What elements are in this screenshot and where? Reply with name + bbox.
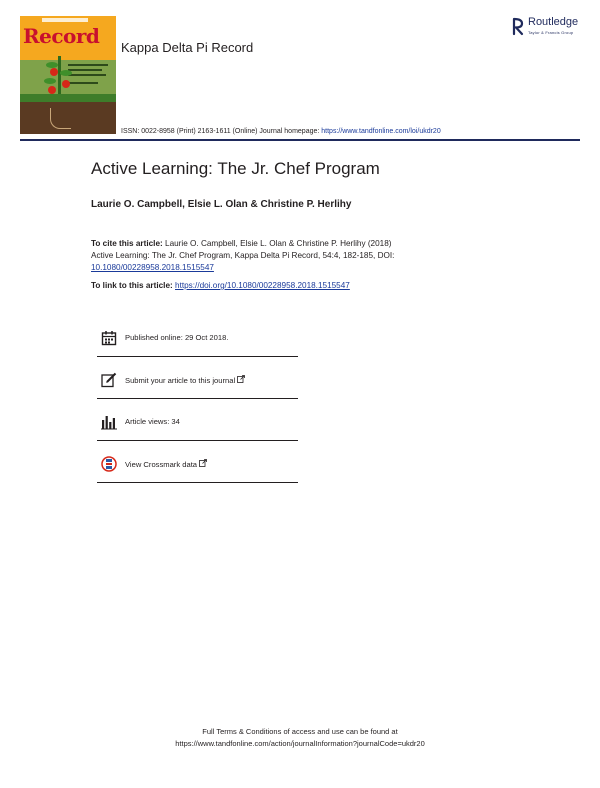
article-title: Active Learning: The Jr. Chef Program: [91, 159, 380, 178]
footer-terms: Full Terms & Conditions of access and use can be found at: [202, 727, 398, 736]
cover-leaf: [46, 62, 58, 68]
crossmark-label: [125, 459, 207, 469]
routledge-logo-icon: [512, 17, 524, 36]
issn-text: ISSN: 0022-8958 (Print) 2163-1611 (Online) Journal homepage:: [121, 128, 322, 135]
cover-tomato: [50, 68, 58, 76]
edit-icon: [101, 372, 117, 388]
external-link-icon: [237, 375, 245, 383]
link-line: [91, 280, 350, 292]
citation-line-1: [91, 238, 392, 250]
submit-article-row[interactable]: [97, 364, 298, 399]
footer-terms-url[interactable]: https://www.tandfonline.com/action/journalInformation?journalCode=ukdr20: [175, 739, 425, 748]
external-link-icon: [199, 459, 207, 467]
link-label: To link to this article:: [91, 281, 173, 290]
header-divider: [20, 139, 580, 141]
crossmark-text: View Crossmark data: [125, 460, 198, 469]
article-authors: Laurie O. Campbell, Elsie L. Olan & Christine P. Herlihy: [91, 199, 352, 210]
cover-masthead: Record: [23, 24, 100, 48]
cover-text-line: [68, 74, 106, 76]
bar-chart-icon: [101, 414, 117, 430]
issn-line: [121, 128, 441, 135]
doi-link[interactable]: 10.1080/00228958.2018.1515547: [91, 263, 214, 272]
crossmark-row[interactable]: [97, 448, 298, 483]
citation-text-2: Active Learning: The Jr. Chef Program, Kappa Delta Pi Record, 54:4, 182-185, DOI:: [91, 251, 395, 260]
citation-label: To cite this article:: [91, 239, 163, 248]
published-online-label: Published online: 29 Oct 2018.: [125, 333, 229, 342]
journal-cover-image: [20, 16, 116, 134]
submit-article-label: [125, 375, 245, 385]
journal-homepage-link[interactable]: https://www.tandfonline.com/loi/ukdr20: [321, 128, 441, 135]
article-views-label: Article views: 34: [125, 417, 180, 426]
publisher-name: Routledge: [528, 16, 579, 28]
cover-text-line: [68, 64, 108, 66]
publisher-tagline: Taylor & Francis Group: [528, 30, 574, 35]
cover-text-line: [68, 69, 102, 71]
cover-root: [50, 108, 71, 129]
cover-text-line: [68, 82, 98, 84]
article-link[interactable]: https://doi.org/10.1080/00228958.2018.1515547: [175, 281, 350, 290]
cover-top-strip: [42, 18, 88, 22]
cover-tomato: [48, 86, 56, 94]
citation-text-1: Laurie O. Campbell, Elsie L. Olan & Christine P. Herlihy (2018): [165, 239, 392, 248]
journal-title: Kappa Delta Pi Record: [121, 40, 254, 55]
calendar-icon: [101, 330, 117, 346]
published-online-row: [97, 322, 298, 357]
article-views-row: [97, 406, 298, 441]
cover-leaf: [44, 78, 56, 84]
cover-tomato: [62, 80, 70, 88]
crossmark-icon: [101, 456, 117, 472]
submit-article-text: Submit your article to this journal: [125, 376, 236, 385]
cover-leaf: [60, 70, 72, 76]
